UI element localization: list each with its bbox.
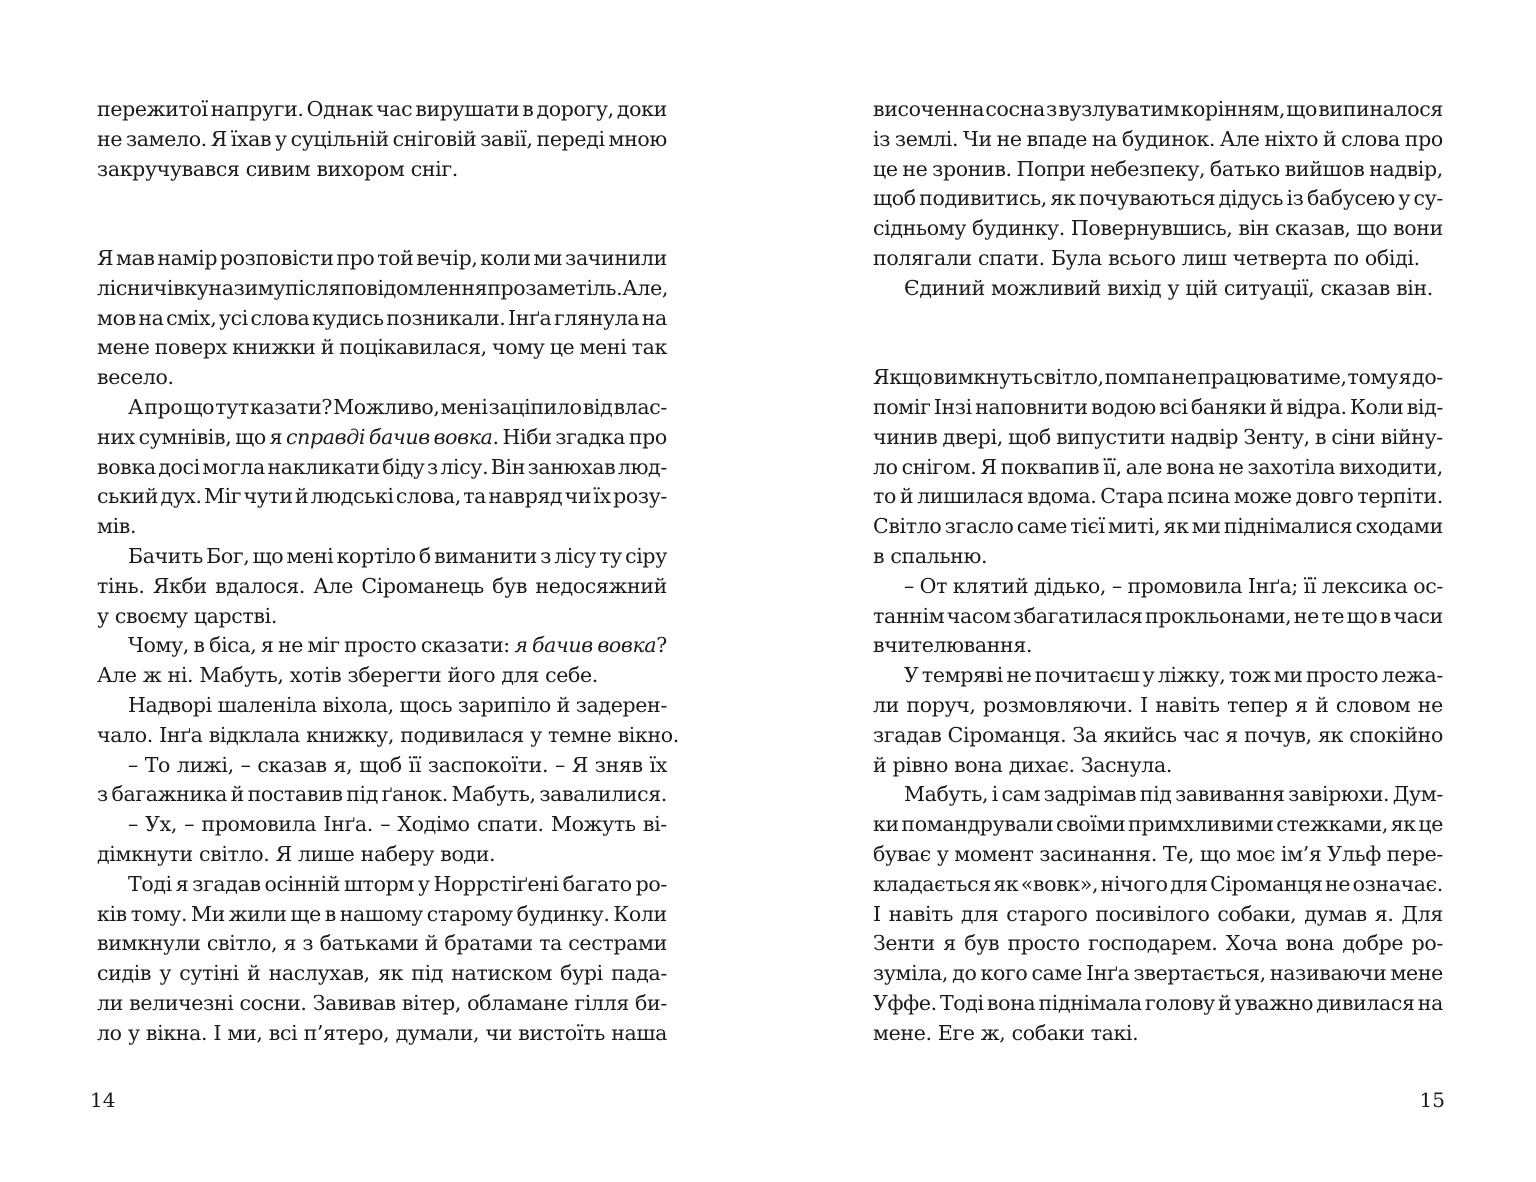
text-line: це не зронив. Попри небезпеку, батько вийшов надвір, (873, 156, 1443, 181)
section-break (97, 184, 667, 214)
text-line: вчителювання. (873, 633, 1033, 658)
section-break (97, 214, 667, 244)
text-line: буває у момент засинання. Те, що моє ім’я Ульф пере- (873, 841, 1443, 866)
text-line: й рівно вона дихає. Заснула. (873, 752, 1173, 777)
text-line: у своєму царстві. (97, 603, 277, 628)
text-line: із землі. Чи не впаде на будинок. Але ніхто й слова про (873, 126, 1443, 151)
text-line: весело. (97, 365, 174, 390)
text-line: згадав Сіроманця. За якийсь час я почув, як спокійно (873, 722, 1443, 747)
text-line: пережитої напруги. Однак час вирушати в дорогу, доки (97, 97, 667, 121)
text-line: поміг Інзі наповнити водою всі баняки й відра. Коли від- (873, 394, 1443, 419)
text-line: чинив двері, щоб випустити надвір Зенту, в сіни війну- (873, 424, 1443, 449)
text-line: не замело. Я їхав у суцільній сніговій завії, переді мною (97, 126, 667, 151)
text-line: зуміла, до кого саме Інґа звертається, називаючи мене (873, 961, 1443, 986)
text-line: то й лишилася вдома. Стара псина може довго терпіти. (873, 484, 1443, 509)
text-line: кладається як «вовк», нічого для Сіроманця не означає. (873, 871, 1443, 896)
page-number-left: 14 (90, 1088, 116, 1112)
text-line: таннім часом збагатилася прокльонами, не те що в часи (873, 603, 1443, 628)
text-line: Чому, в біса, я не міг просто сказати: я бачив вовка? (128, 633, 667, 658)
text-line: них сумнівів, що я справді бачив вовка. Ніби згадка про (97, 424, 667, 449)
text-line: ло снігом. Я поквапив її, але вона не захотіла виходити, (873, 454, 1443, 479)
text-line: Уффе. Тоді вона піднімала голову й уважно дивилася на (873, 990, 1443, 1015)
text-line: мів. (97, 514, 137, 539)
text-line: мов на сміх, усі слова кудись позникали. Інґа глянула на (97, 305, 667, 330)
text-line: Але ж ні. Мабуть, хотів зберегти його для себе. (97, 663, 598, 688)
text-line: – Ух, – промовила Інґа. – Ходімо спати. Можуть ві- (128, 812, 667, 837)
text-line: Бачить Бог, що мені кортіло б виманити з лісу ту сіру (128, 543, 667, 568)
text-line: полягали спати. Була всього лиш четверта по обіді. (873, 245, 1420, 270)
text-line: А про що тут казати? Можливо, мені заціпило від влас- (128, 394, 667, 419)
text-line: ський дух. Міг чути й людські слова, та навряд чи їх розу- (97, 484, 667, 509)
right-page (768, 0, 1536, 1182)
text-line: ло у вікна. І ми, всі п’ятеро, думали, чи вистоїть наша (97, 1020, 667, 1045)
text-line: мене поверх книжки й поцікавилася, чому це мені так (97, 335, 667, 360)
text-line: ків тому. Ми жили ще в нашому старому будинку. Коли (97, 901, 667, 926)
left-page-text (97, 95, 679, 1049)
text-line: Якщо вимкнуть світло, помпа не працюватиме, тому я до- (873, 365, 1443, 390)
text-line: з багажника й поставив під ґанок. Мабуть, завалилися. (97, 782, 667, 807)
text-line: Єдиний можливий вихід у цій ситуації, сказав він. (904, 275, 1433, 300)
text-line: Зенти я був просто господарем. Хоча вона добре ро- (873, 931, 1443, 956)
text-line: ки помандрували своїми примхливими стежками, як це (873, 812, 1443, 837)
text-line: тінь. Якби вдалося. Але Сіроманець був недосяжний (97, 573, 667, 598)
text-line: Мабуть, і сам задрімав під завивання завірюхи. Дум- (904, 782, 1443, 807)
section-break (873, 333, 1443, 363)
text-line: Надворі шаленіла віхола, щось зарипіло й задерен- (128, 692, 667, 717)
text-line: – То лижі, – сказав я, щоб її заспокоїти. – Я зняв їх (128, 752, 667, 777)
section-break (873, 304, 1443, 334)
right-page-text (873, 95, 1443, 1049)
text-line: Я мав намір розповісти про той вечір, коли ми зачинили (97, 245, 667, 270)
text-line: вовка досі могла накликати біду з лісу. Він занюхав люд- (97, 454, 667, 479)
text-line: ли величезні сосни. Завивав вітер, обламане гілля би- (97, 990, 667, 1015)
text-line: сидів у сутіні й наслухав, як під натиском бурі пада- (97, 961, 667, 986)
text-line: вимкнули світло, я з батьками й братами та сестрами (97, 931, 667, 956)
text-line: щоб подивитись, як почуваються дідусь із бабусею у су- (873, 186, 1443, 211)
text-line: ли поруч, розмовляючи. І навіть тепер я й словом не (873, 692, 1443, 717)
text-line: У темряві не почитаєш у ліжку, тож ми просто лежа- (904, 663, 1443, 688)
text-line: – От клятий дідько, – промовила Інґа; її лексика ос- (904, 573, 1443, 598)
text-line: І навіть для старого посивілого собаки, думав я. Для (873, 901, 1443, 926)
page-number-right: 15 (1419, 1088, 1445, 1112)
text-line: в спальню. (873, 543, 988, 568)
text-line: лісничівку на зиму після повідомлення про заметіль. Але, (97, 275, 669, 300)
text-line: Тоді я згадав осінній шторм у Норрстіґені багато ро- (128, 871, 667, 896)
text-line: мене. Еге ж, собаки такі. (873, 1020, 1139, 1045)
text-line: чало. Інґа відклала книжку, подивилася у темне вікно. (97, 722, 679, 747)
text-line: закручувався сивим вихором сніг. (97, 156, 458, 181)
text-line: Світло згасло саме тієї миті, як ми піднімалися сходами (873, 514, 1443, 539)
text-line: сідньому будинку. Повернувшись, він сказав, що вони (873, 216, 1443, 241)
text-line: височенна сосна з вузлуватим корінням, що випиналося (873, 97, 1443, 121)
text-line: дімкнути світло. Я лише наберу води. (97, 841, 496, 866)
